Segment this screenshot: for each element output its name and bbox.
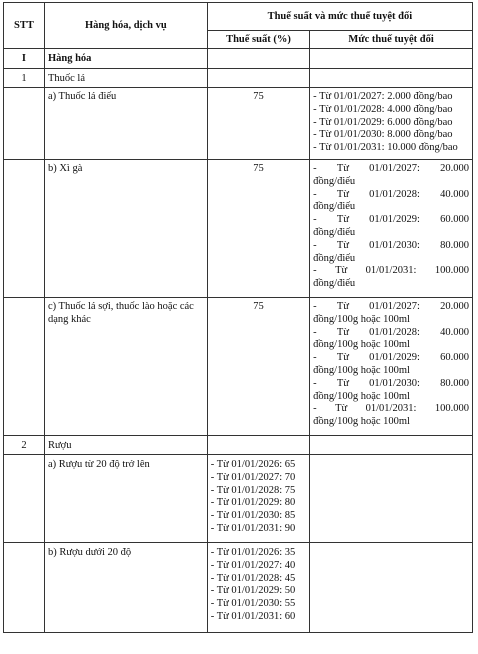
item-rate: 75 — [207, 298, 309, 436]
rate-line: - Từ 01/01/2028: 45 — [210, 572, 296, 584]
item-rate: 75 — [207, 88, 309, 160]
group-label: Rượu — [44, 436, 207, 455]
item-rate: 75 — [207, 160, 309, 298]
section-num: I — [4, 49, 45, 69]
rate-line: - Từ 01/01/2031: 90 — [210, 522, 296, 534]
absolute-line: - Từ 01/01/2031: 10.000 đồng/bao — [313, 142, 458, 154]
header-tax-group: Thuế suất và mức thuế tuyệt đối — [207, 3, 472, 31]
section-row — [4, 49, 473, 69]
table-row — [4, 298, 473, 436]
header-absolute: Mức thuế tuyệt đối — [310, 31, 473, 49]
item-label: a) Thuốc lá điếu — [44, 88, 207, 160]
rate-line: - Từ 01/01/2026: 35 — [210, 547, 296, 558]
rate-line: - Từ 01/01/2029: 50 — [210, 585, 296, 597]
rate-line: - Từ 01/01/2030: 85 — [210, 510, 296, 522]
item-label: b) Xì gà — [44, 160, 207, 298]
absolute-line: - Từ 01/01/2029: 6.000 đồng/bao — [313, 116, 453, 128]
item-label: a) Rượu từ 20 độ trở lên — [44, 455, 207, 543]
rate-line: - Từ 01/01/2027: 70 — [210, 471, 296, 483]
group-row — [4, 436, 473, 455]
item-label: c) Thuốc lá sợi, thuốc lào hoặc các dạng khác — [44, 298, 207, 436]
table-row — [4, 455, 473, 543]
rate-line: - Từ 01/01/2027: 40 — [210, 559, 296, 571]
header-stt: STT — [4, 3, 45, 49]
absolute-line: - Từ 01/01/2031: 100.000 — [313, 403, 469, 415]
item-rates — [207, 455, 309, 543]
item-rates — [207, 543, 309, 633]
absolute-line: - Từ 01/01/2028: 40.000 — [313, 326, 469, 338]
group-label: Thuốc lá — [44, 69, 207, 88]
tax-table — [3, 2, 473, 633]
section-label: Hàng hóa — [44, 49, 207, 69]
absolute-line: - Từ 01/01/2031: 100.000 — [313, 265, 469, 277]
table-row — [4, 543, 473, 633]
absolute-line: - Từ 01/01/2030: 80.000 — [313, 239, 469, 251]
absolute-line: - Từ 01/01/2029: 60.000 — [313, 352, 469, 364]
rate-line: - Từ 01/01/2026: 65 — [210, 459, 296, 470]
item-absolute: - Từ 01/01/2027: 20.000 đồng/100g hoặc 100ml - Từ 01/01/2028: 40.000 đồng/100g hoặc 100ml - Từ 01/01/2029: 60.000 đồng/100g hoặc 100ml - Từ 01/01/2030: 80.000 đồng/100g hoặc 100ml - Từ 01/01/2031: 100.000 đồng/100g hoặc 100ml — [310, 298, 473, 436]
absolute-line: - Từ 01/01/2028: 4.000 đồng/bao — [313, 103, 453, 115]
table-row — [4, 160, 473, 298]
table-row — [4, 88, 473, 160]
absolute-line: - Từ 01/01/2027: 20.000 — [313, 163, 469, 174]
absolute-line: - Từ 01/01/2029: 60.000 — [313, 214, 469, 226]
rate-line: - Từ 01/01/2028: 75 — [210, 484, 296, 496]
item-absolute: - Từ 01/01/2027: 20.000 đồng/điếu - Từ 01/01/2028: 40.000 đồng/điếu - Từ 01/01/2029: 60.000 đồng/điếu - Từ 01/01/2030: 80.000 đồng/điếu - Từ 01/01/2031: 100.000 đồng/điếu — [310, 160, 473, 298]
group-num: 1 — [4, 69, 45, 88]
rate-line: - Từ 01/01/2029: 80 — [210, 497, 296, 509]
absolute-line: - Từ 01/01/2027: 20.000 — [313, 301, 469, 312]
absolute-line: - Từ 01/01/2028: 40.000 — [313, 188, 469, 200]
absolute-line: - Từ 01/01/2030: 80.000 — [313, 377, 469, 389]
item-absolute — [310, 88, 473, 160]
rate-line: - Từ 01/01/2031: 60 — [210, 610, 296, 622]
group-row — [4, 69, 473, 88]
absolute-line: - Từ 01/01/2027: 2.000 đồng/bao — [313, 91, 453, 102]
item-label: b) Rượu dưới 20 độ — [44, 543, 207, 633]
rate-line: - Từ 01/01/2030: 55 — [210, 598, 296, 610]
header-rate: Thuế suất (%) — [207, 31, 309, 49]
header-goods: Hàng hóa, dịch vụ — [44, 3, 207, 49]
header-row — [4, 3, 473, 31]
absolute-line: - Từ 01/01/2030: 8.000 đồng/bao — [313, 129, 453, 141]
group-num: 2 — [4, 436, 45, 455]
